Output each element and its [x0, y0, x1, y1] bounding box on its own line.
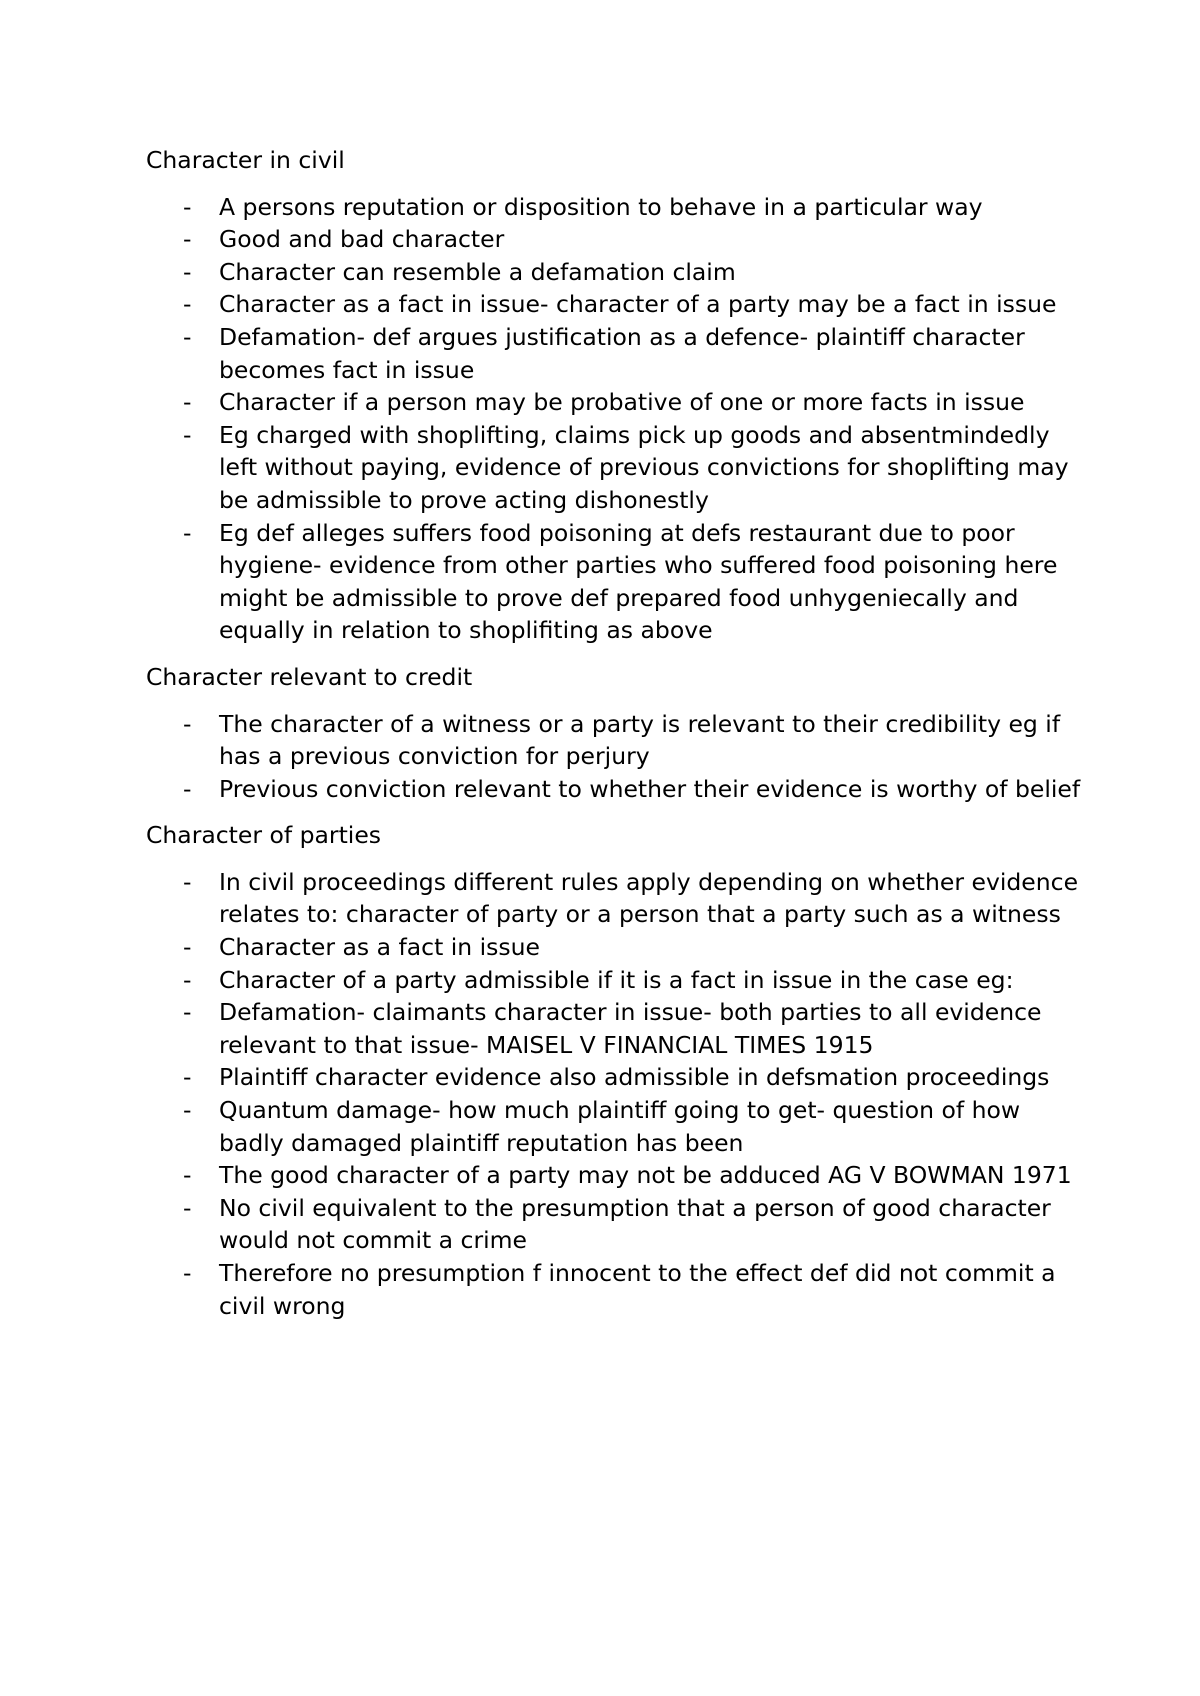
list-item-text: Eg def alleges suffers food poisoning at defs restaurant due to poor hygiene- evidence from other parties who suffered food poisoning here might be admissible to prove def prepared food unhygeniecally and equally in relation to shoplifiting as above	[219, 518, 1058, 645]
list-item	[146, 517, 1086, 647]
list-item-text: Plaintiff character evidence also admissible in defsmation proceedings	[219, 1063, 1050, 1092]
list-item-text: Defamation- claimants character in issue- both parties to all evidence relevant to that issue- MAISEL V FINANCIAL TIMES 1915	[219, 998, 1042, 1059]
list-item-text: Character as a fact in issue	[219, 933, 541, 962]
document-content	[146, 144, 1086, 1336]
list-item-text: Defamation- def argues justification as a defence- plaintiff character becomes fact in issue	[219, 322, 1025, 384]
dash-bullet: -	[183, 774, 192, 803]
dash-bullet: -	[183, 867, 192, 896]
section-heading: Character in civil	[146, 146, 345, 174]
dash-bullet: -	[183, 1096, 192, 1125]
list-item-text: Previous conviction relevant to whether their evidence is worthy of belief	[219, 774, 1081, 803]
dash-bullet: -	[183, 420, 192, 449]
list-item	[146, 256, 1086, 289]
dash-bullet: -	[183, 1193, 192, 1222]
dash-bullet: -	[183, 933, 192, 962]
list-item	[146, 288, 1086, 321]
dash-bullet: -	[183, 388, 192, 417]
list-item	[146, 1159, 1086, 1192]
list-item	[146, 191, 1086, 224]
list-item-text: Therefore no presumption f innocent to the effect def did not commit a civil wrong	[219, 1259, 1056, 1320]
dash-bullet: -	[183, 1259, 192, 1287]
section-heading: Character relevant to credit	[146, 662, 473, 691]
dash-bullet: -	[183, 965, 192, 994]
list-item	[146, 419, 1086, 517]
dash-bullet: -	[183, 322, 192, 351]
dash-bullet: -	[183, 518, 192, 547]
list-item-text: A persons reputation or disposition to behave in a particular way	[219, 192, 983, 221]
list-item-text: Character of a party admissible if it is a fact in issue in the case eg:	[219, 965, 1014, 994]
dash-bullet: -	[183, 709, 192, 738]
list-item-text: Quantum damage- how much plaintiff going to get- question of how badly damaged plaintiff reputation has been	[219, 1096, 1021, 1157]
list-item	[146, 386, 1086, 419]
list-item	[146, 773, 1086, 806]
list-item-text: Eg charged with shoplifting, claims pick up goods and absentmindedly left without paying, evidence of previous convictions for shoplifting may be admissible to prove acting dishonestly	[219, 420, 1069, 514]
list-item	[146, 1192, 1086, 1257]
list-item	[146, 321, 1086, 386]
section-character-relevant-to-credit	[146, 661, 1086, 805]
list-item	[146, 708, 1086, 773]
list-item	[146, 223, 1086, 256]
list-item-text: In civil proceedings different rules apply depending on whether evidence relates to: character of party or a person that a party such as a witness	[219, 867, 1079, 929]
bullet-list	[146, 191, 1086, 647]
list-item-text: The good character of a party may not be adduced AG V BOWMAN 1971	[219, 1161, 1072, 1190]
list-item	[146, 996, 1086, 1061]
list-item-text: Character can resemble a defamation claim	[219, 257, 736, 286]
bullet-list	[146, 708, 1086, 806]
section-heading: Character of parties	[146, 821, 382, 850]
dash-bullet: -	[183, 1161, 192, 1190]
list-item	[146, 931, 1086, 964]
list-item	[146, 1061, 1086, 1094]
list-item-text: No civil equivalent to the presumption that a person of good character would not commit a crime	[219, 1193, 1051, 1255]
list-item-text: Good and bad character	[219, 225, 505, 254]
dash-bullet: -	[183, 225, 192, 254]
list-item	[146, 866, 1086, 931]
list-item-text: The character of a witness or a party is relevant to their credibility eg if has a previous conviction for perjury	[219, 709, 1061, 771]
section-character-in-civil	[146, 144, 1086, 647]
list-item-text: Character if a person may be probative of one or more facts in issue	[219, 388, 1025, 417]
bullet-list	[146, 866, 1086, 1322]
dash-bullet: -	[183, 192, 192, 221]
dash-bullet: -	[183, 257, 192, 286]
dash-bullet: -	[183, 290, 192, 319]
list-item-text: Character as a fact in issue- character of a party may be a fact in issue	[219, 290, 1057, 319]
list-item	[146, 1094, 1086, 1159]
list-item	[146, 1257, 1086, 1322]
dash-bullet: -	[183, 1063, 192, 1092]
list-item	[146, 964, 1086, 997]
dash-bullet: -	[183, 998, 192, 1027]
section-character-of-parties	[146, 819, 1086, 1322]
